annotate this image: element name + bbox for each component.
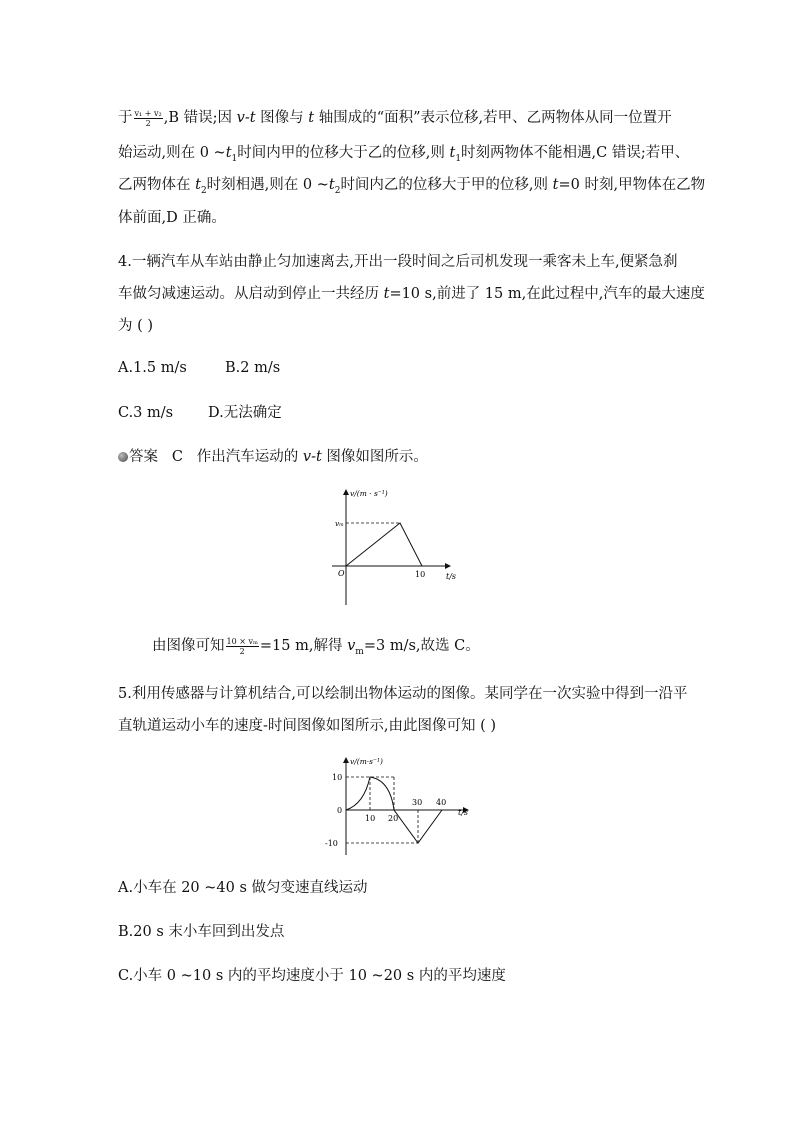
solution-line-4: 体前面,D 正确。 bbox=[118, 210, 226, 226]
fraction: $\frac{\text{v₁ + v₂}}{2}$ bbox=[134, 108, 162, 128]
q4-stem-line-1: 4.一辆汽车从车站由静止匀加速离去,开出一段时间之后司机发现一乘客未上车,便紧急刹 bbox=[118, 254, 678, 270]
q5-option-c: C.小车 0 ~10 s 内的平均速度小于 10 ~20 s 内的平均速度 bbox=[118, 968, 506, 984]
q4-stem-line-2: 车做匀减速运动。从启动到停止一共经历 t=10 s,前进了 15 m,在此过程中,汽车的最大速度 bbox=[118, 286, 705, 302]
x-axis-label: t/s bbox=[458, 808, 469, 817]
x-axis-label: t/s bbox=[446, 572, 457, 581]
y-axis-label: v/(m · s⁻¹) bbox=[350, 489, 388, 498]
x-tick-40: 40 bbox=[436, 798, 447, 807]
velocity-curve bbox=[346, 523, 422, 566]
x-tick-10: 10 bbox=[415, 570, 426, 579]
x-tick-10: 10 bbox=[365, 814, 376, 823]
y-tick-10: 10 bbox=[332, 773, 343, 782]
y-axis-label: v/(m·s⁻¹) bbox=[350, 757, 383, 766]
x-tick-20: 20 bbox=[388, 814, 399, 823]
x-tick-30: 30 bbox=[412, 798, 423, 807]
cart-vt-graph bbox=[322, 754, 478, 856]
q4-stem-line-3: 为 ( ) bbox=[118, 318, 154, 334]
q4-option-d: D.无法确定 bbox=[208, 405, 282, 421]
q5-stem-line-2: 直轨道运动小车的速度-时间图像如图所示,由此图像可知 ( ) bbox=[118, 718, 497, 734]
fraction: $\frac{\text{10 × vₘ}}{2}$ bbox=[226, 636, 258, 656]
q5-option-a: A.小车在 20 ~40 s 做匀变速直线运动 bbox=[118, 880, 368, 896]
q5-stem-line-1: 5.利用传感器与计算机结合,可以绘制出物体运动的图像。某同学在一次实验中得到一沿平 bbox=[118, 686, 688, 702]
q4-solution: 由图像可知 $\frac{\text{10 × vₘ}}{2}$ =15 m,解得 $v_m=3$ m/s,故选 C。 bbox=[152, 636, 480, 657]
y-tick-neg10: -10 bbox=[325, 839, 338, 848]
q4-option-c: C.3 m/s bbox=[118, 405, 174, 421]
solution-line-1: 于 $\frac{\text{v₁ + v₂}}{2}$ ,B 错误;因 v-t 图像与 t 轴围成的“面积”表示位移,若甲、乙两物体从同一位置开 bbox=[118, 108, 672, 128]
q4-answer: 答案 C 作出汽车运动的 v-t 图像如图所示。 bbox=[118, 447, 428, 467]
car-vt-graph bbox=[328, 484, 468, 612]
vm-label: vₘ bbox=[335, 519, 344, 528]
solution-line-2: 始运动,则在 0 $\sim t_1$时间内甲的位移大于乙的位移,则 $t_1$时刻两物体不能相遇,C 错误;若甲、 bbox=[118, 145, 690, 164]
q4-option-a: A.1.5 m/s bbox=[118, 360, 187, 376]
origin-label: O bbox=[338, 569, 345, 578]
q4-option-b: B.2 m/s bbox=[225, 360, 281, 376]
origin-label: 0 bbox=[337, 806, 343, 815]
q5-option-b: B.20 s 末小车回到出发点 bbox=[118, 924, 285, 940]
answer-badge-icon bbox=[118, 452, 128, 462]
solution-line-3: 乙两物体在 $t_2$时刻相遇,则在 0 $\sim t_2$时间内乙的位移大于甲的位移,则 t=0 时刻,甲物体在乙物 bbox=[118, 177, 706, 196]
